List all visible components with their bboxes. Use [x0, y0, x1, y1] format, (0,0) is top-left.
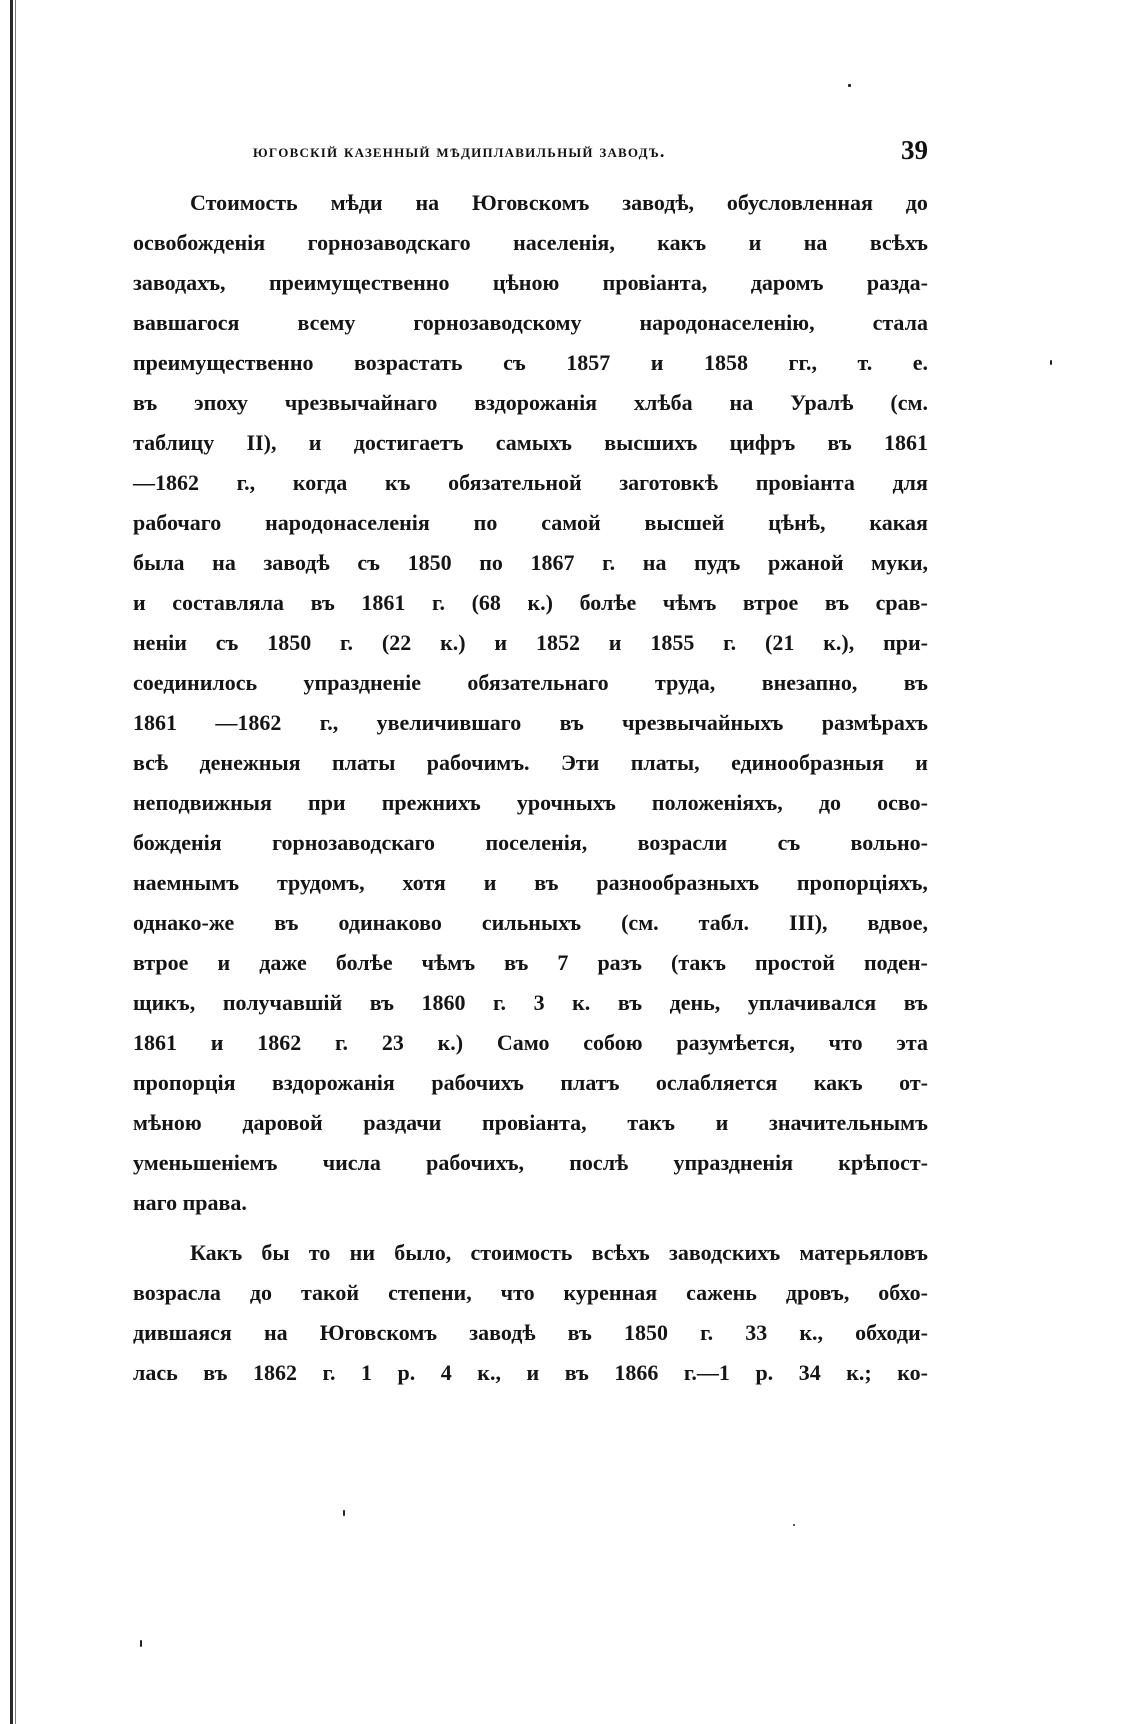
word: (68	[471, 590, 501, 615]
word: мѣди	[330, 190, 383, 215]
word: по	[473, 510, 498, 535]
text-line	[133, 583, 928, 623]
word: обязательнаго	[467, 670, 609, 695]
word: таблицу	[133, 430, 215, 455]
word: и	[748, 230, 762, 255]
word: 1861	[361, 590, 406, 615]
word: 1861	[883, 430, 928, 455]
word: въ	[133, 390, 158, 415]
word: (см.	[890, 390, 928, 415]
word: числа	[322, 1150, 381, 1175]
word: платы	[331, 750, 396, 775]
word: г.	[723, 630, 737, 655]
page-number: 39	[901, 135, 928, 165]
word: к.,	[477, 1360, 501, 1385]
word: однако-же	[133, 910, 235, 935]
paragraph	[133, 1233, 928, 1393]
word: на	[803, 230, 828, 255]
text-line	[133, 463, 928, 503]
word: размѣрахъ	[821, 710, 928, 735]
word: болѣе	[579, 590, 637, 615]
text-line	[133, 1233, 928, 1273]
word: прежнихъ	[381, 790, 481, 815]
word: чрезвычайныхъ	[622, 710, 784, 735]
word: одинаково	[338, 910, 442, 935]
word: въ	[559, 710, 584, 735]
word: цѣнѣ,	[768, 510, 826, 535]
word: крѣпост-	[838, 1150, 928, 1175]
word: ко-	[897, 1360, 928, 1385]
word: хлѣба	[634, 390, 693, 415]
word: г.—1	[683, 1360, 730, 1385]
word: освобожденія	[133, 230, 266, 255]
word: положеніяхъ,	[651, 790, 783, 815]
word: чѣмъ	[662, 590, 717, 615]
word: обусловленная	[726, 190, 873, 215]
word: стала	[872, 310, 928, 335]
word: на	[642, 550, 667, 575]
word: неніи	[133, 630, 187, 655]
word: поден-	[863, 950, 928, 975]
word: и	[526, 1360, 540, 1385]
word: составляла	[172, 590, 285, 615]
word: разъ	[597, 950, 642, 975]
word: труда,	[655, 670, 716, 695]
word: всѣхъ	[869, 230, 928, 255]
word: когда	[292, 470, 348, 495]
word: и	[308, 430, 322, 455]
word: чрезвычайнаго	[284, 390, 438, 415]
word: II),	[246, 430, 277, 455]
word: пудъ	[694, 550, 741, 575]
word: упраздненія	[673, 1150, 794, 1175]
text-line	[133, 743, 928, 783]
word: болѣе	[335, 950, 393, 975]
word: сажень	[686, 1280, 757, 1305]
word: гг.,	[788, 350, 818, 375]
word: достигаетъ	[353, 430, 464, 455]
word: вольно-	[850, 830, 928, 855]
text-line	[133, 383, 928, 423]
word: обхо-	[878, 1280, 928, 1305]
word: Стоимость	[190, 190, 298, 215]
text-line	[133, 223, 928, 263]
word: муки,	[871, 550, 928, 575]
word: въ	[504, 950, 529, 975]
word: и	[608, 630, 622, 655]
word: такой	[300, 1280, 360, 1305]
word: преимущественно	[133, 350, 314, 375]
word: уменьшеніемъ	[133, 1150, 278, 1175]
text-line: наго права.	[133, 1190, 247, 1215]
word: заготовкѣ	[619, 470, 719, 495]
word: вдвое,	[867, 910, 928, 935]
text-line	[133, 623, 928, 663]
text-line	[133, 343, 928, 383]
word: р.	[397, 1360, 416, 1385]
text-line	[133, 303, 928, 343]
word: г.	[700, 1320, 714, 1345]
word: дровъ,	[785, 1280, 850, 1305]
word: послѣ	[569, 1150, 629, 1175]
word: какъ	[813, 1070, 863, 1095]
word: г.	[322, 1360, 336, 1385]
text-line	[133, 1273, 928, 1313]
word: к.;	[846, 1360, 872, 1385]
word: 3	[533, 990, 545, 1015]
word: III),	[789, 910, 828, 935]
word: горнозаводскаго	[272, 830, 436, 855]
word: 1855	[650, 630, 695, 655]
word: въ	[564, 1360, 589, 1385]
word: щикъ,	[133, 990, 196, 1015]
word: степени,	[388, 1280, 472, 1305]
word: рабочихъ,	[426, 1150, 525, 1175]
word: 1862	[252, 1360, 297, 1385]
word: единообразныя	[731, 750, 884, 775]
word: провіанта,	[602, 270, 708, 295]
word: съ	[215, 630, 239, 655]
word: стоимость	[470, 1240, 573, 1265]
text-line	[133, 983, 928, 1023]
word: раздачи	[363, 1110, 442, 1135]
word: при-	[883, 630, 928, 655]
word: чѣмъ	[421, 950, 476, 975]
word: Юговскомъ	[319, 1320, 438, 1345]
word: эпоху	[194, 390, 248, 415]
word: по	[479, 550, 503, 575]
text-line	[133, 1103, 928, 1143]
word: на	[212, 550, 236, 575]
word: 34	[798, 1360, 821, 1385]
word: провіанта,	[482, 1110, 587, 1135]
word: хотя	[402, 870, 446, 895]
word: к.),	[823, 630, 855, 655]
word: Эти	[560, 750, 600, 775]
word: увеличившаго	[376, 710, 522, 735]
word: какъ	[657, 230, 707, 255]
word: денежныя	[199, 750, 301, 775]
word: въ	[827, 430, 852, 455]
scan-speck	[140, 1640, 142, 1647]
word: к.)	[437, 1030, 464, 1055]
word: народонаселенія	[265, 510, 430, 535]
word: въ	[617, 990, 643, 1015]
word: на	[729, 390, 754, 415]
word: горнозаводскому	[413, 310, 582, 335]
word: наемнымъ	[133, 870, 240, 895]
word: 1861	[133, 1030, 177, 1055]
word: урочныхъ	[516, 790, 616, 815]
word: разнообразныхъ	[596, 870, 760, 895]
word: при	[308, 790, 346, 815]
word: всѣ	[133, 750, 169, 775]
word: (21	[765, 630, 795, 655]
word: и	[715, 1110, 729, 1135]
text-line	[133, 903, 928, 943]
word: поселенія,	[485, 830, 588, 855]
word: табл.	[698, 910, 750, 935]
word: всему	[297, 310, 356, 335]
text-line	[133, 503, 928, 543]
word: въ	[903, 990, 928, 1015]
word: было,	[394, 1240, 452, 1265]
word: г.,	[319, 710, 339, 735]
word: на	[263, 1320, 288, 1345]
word: г.	[340, 630, 354, 655]
word: к.,	[799, 1320, 824, 1345]
word: г.	[335, 1030, 349, 1055]
word: соединилось	[133, 670, 258, 695]
word: вавшагося	[133, 310, 240, 335]
word: даромъ	[750, 270, 824, 295]
word: рабочаго	[133, 510, 222, 535]
word: платы,	[630, 750, 700, 775]
text-line	[133, 823, 928, 863]
word: 1860	[421, 990, 466, 1015]
word: —1862	[215, 710, 282, 735]
word: въ	[903, 670, 928, 695]
word: до	[249, 1280, 273, 1305]
word: и	[915, 750, 928, 775]
word: г.	[602, 550, 616, 575]
word: въ	[824, 590, 850, 615]
word: была	[133, 550, 185, 575]
word: 1852	[535, 630, 580, 655]
word: простой	[755, 950, 835, 975]
running-head	[150, 135, 928, 175]
word: даровой	[242, 1110, 323, 1135]
text-line	[133, 1353, 928, 1393]
word: цѣною	[492, 270, 560, 295]
word: ни	[349, 1240, 375, 1265]
running-title: югoвcкiй казенный мѣдиплавильный заводъ.	[253, 141, 666, 161]
word: мѣною	[133, 1110, 202, 1135]
text-line	[133, 263, 928, 303]
word: Само	[496, 1030, 550, 1055]
word: Юговскомъ	[472, 190, 590, 215]
scan-speck	[848, 84, 851, 87]
word: для	[892, 470, 928, 495]
word: провіанта	[755, 470, 855, 495]
word: и	[133, 590, 146, 615]
word: разумѣется,	[676, 1030, 795, 1055]
word: куренная	[563, 1280, 658, 1305]
word: къ	[384, 470, 411, 495]
text-line	[133, 1023, 928, 1063]
paragraph	[133, 183, 928, 1223]
text-line	[133, 183, 928, 223]
word: и	[210, 1030, 224, 1055]
scan-speck	[793, 1524, 795, 1526]
word: получавшій	[222, 990, 343, 1015]
word: 1861	[133, 710, 177, 735]
paragraph-gap	[133, 1223, 928, 1233]
word: пропорція	[133, 1070, 236, 1095]
word: заводахъ,	[133, 270, 226, 295]
word: 1858	[703, 350, 748, 375]
word: до	[905, 190, 928, 215]
word: 1867	[530, 550, 575, 575]
word: платъ	[560, 1070, 620, 1095]
word: срав-	[875, 590, 928, 615]
text-line	[133, 703, 928, 743]
word: въ	[534, 870, 559, 895]
word: (см.	[621, 910, 659, 935]
word: обязательной	[448, 470, 582, 495]
word: вздорожанія	[272, 1070, 395, 1095]
text-line	[133, 1063, 928, 1103]
word: самыхъ	[495, 430, 572, 455]
word: народонаселенію,	[639, 310, 815, 335]
scan-speck	[343, 1510, 345, 1516]
word: съ	[357, 550, 380, 575]
word: разда-	[866, 270, 928, 295]
word: матерьяловъ	[799, 1240, 928, 1265]
word: преимущественно	[268, 270, 450, 295]
word: высшей	[644, 510, 725, 535]
word: втрое	[742, 590, 799, 615]
word: до	[818, 790, 841, 815]
word: божденія	[133, 830, 222, 855]
word: 23	[381, 1030, 404, 1055]
word: вздорожанія	[474, 390, 598, 415]
word: т.	[857, 350, 873, 375]
word: ржаной	[767, 550, 844, 575]
word: рабочихъ	[431, 1070, 524, 1095]
word: 1850	[267, 630, 312, 655]
word: то	[308, 1240, 331, 1265]
word: въ	[310, 590, 335, 615]
word: 1	[361, 1360, 372, 1385]
body-text	[133, 183, 928, 1393]
word: неподвижныя	[133, 790, 272, 815]
word: е.	[912, 350, 928, 375]
text-line	[133, 1143, 928, 1183]
word: съ	[503, 350, 526, 375]
word: лась	[133, 1360, 178, 1385]
word: что	[500, 1280, 535, 1305]
word: дившаяся	[133, 1320, 232, 1345]
scan-edge-line-thin	[15, 0, 16, 1724]
word: рабочимъ.	[426, 750, 530, 775]
word: втрое	[133, 950, 189, 975]
word: к.)	[527, 590, 553, 615]
word: даже	[259, 950, 307, 975]
word: заводѣ	[263, 550, 330, 575]
word: р.	[755, 1360, 774, 1385]
word: 1866	[614, 1360, 659, 1385]
word: въ	[369, 990, 394, 1015]
word: въ	[274, 910, 299, 935]
word: к.	[572, 990, 591, 1015]
word: всѣхъ	[591, 1240, 650, 1265]
word: на	[415, 190, 440, 215]
word: съ	[777, 830, 801, 855]
word: (22	[381, 630, 412, 655]
word: к.)	[440, 630, 466, 655]
word: такъ	[627, 1110, 675, 1135]
word: заводѣ	[469, 1320, 536, 1345]
word: возрастать	[354, 350, 463, 375]
word: населенія,	[513, 230, 615, 255]
word: Какъ	[190, 1240, 243, 1265]
word: уплачивался	[747, 990, 877, 1015]
word: г.	[493, 990, 507, 1015]
word: 1857	[566, 350, 611, 375]
word: (такъ	[671, 950, 726, 975]
word: заводѣ,	[622, 190, 695, 215]
word: и	[483, 870, 497, 895]
word: значительнымъ	[769, 1110, 928, 1135]
word: бы	[261, 1240, 290, 1265]
word: эта	[896, 1030, 928, 1055]
word: обходи-	[855, 1320, 928, 1345]
word: горнозаводскаго	[307, 230, 471, 255]
word: день,	[669, 990, 721, 1015]
word: возрасла	[133, 1280, 221, 1305]
word: трудомъ,	[276, 870, 365, 895]
text-line	[133, 863, 928, 903]
scan-speck	[1050, 360, 1052, 365]
word: 1850	[407, 550, 452, 575]
word: 1850	[623, 1320, 668, 1345]
text-line	[133, 543, 928, 583]
word: самой	[541, 510, 601, 535]
word: какая	[869, 510, 928, 535]
word: заводскихъ	[669, 1240, 781, 1265]
word: 1862	[257, 1030, 302, 1055]
word: пропорціяхъ,	[796, 870, 928, 895]
word: Уралѣ	[790, 390, 854, 415]
scan-edge-line	[10, 0, 13, 1724]
text-line	[133, 783, 928, 823]
word: г.,	[236, 470, 256, 495]
word: осво-	[877, 790, 928, 815]
word: 4	[440, 1360, 452, 1385]
word: упраздненіе	[303, 670, 421, 695]
word: и	[494, 630, 508, 655]
word: сильныхъ	[481, 910, 582, 935]
word: внезапно,	[761, 670, 858, 695]
word: —1862	[133, 470, 199, 495]
text-line	[133, 663, 928, 703]
word: собою	[583, 1030, 643, 1055]
text-line	[133, 423, 928, 463]
text-line	[133, 943, 928, 983]
word: г.	[431, 590, 445, 615]
word: что	[828, 1030, 863, 1055]
word: возрасли	[637, 830, 728, 855]
word: от-	[899, 1070, 928, 1095]
word: и	[650, 350, 664, 375]
word: 33	[745, 1320, 768, 1345]
word: 7	[557, 950, 569, 975]
word: и	[217, 950, 231, 975]
word: цифръ	[729, 430, 796, 455]
word: въ	[567, 1320, 592, 1345]
word: ослабляется	[655, 1070, 778, 1095]
text-line	[133, 1313, 928, 1353]
word: высшихъ	[604, 430, 698, 455]
word: въ	[203, 1360, 228, 1385]
